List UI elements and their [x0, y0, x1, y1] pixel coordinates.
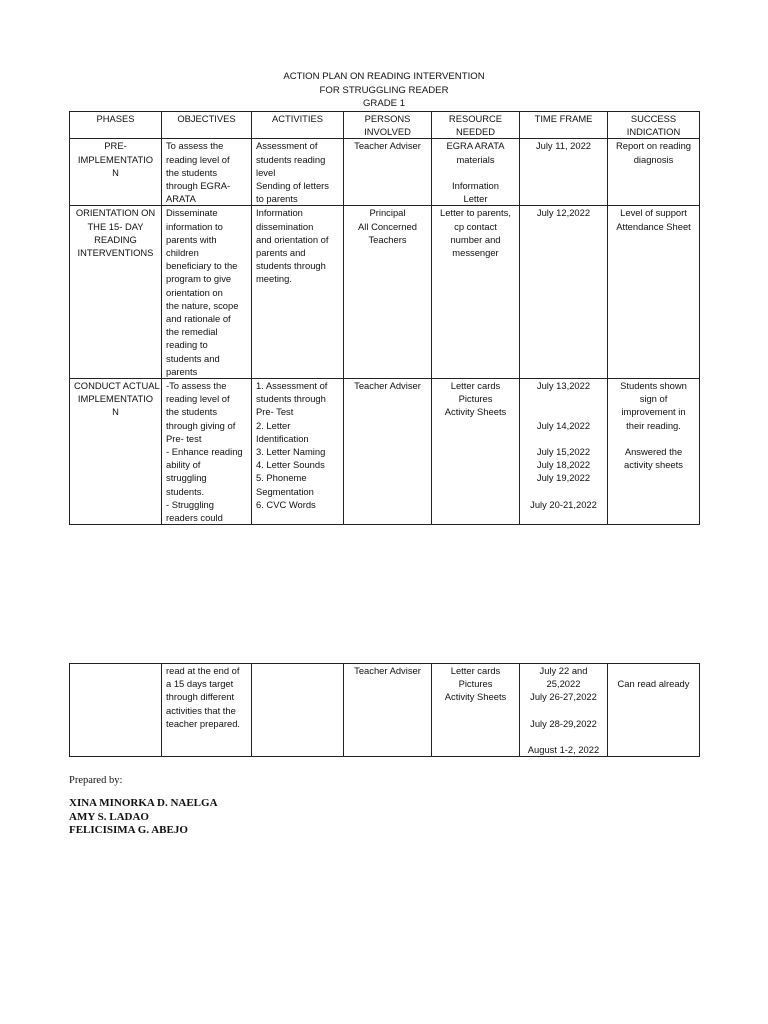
cell-line: sign of — [639, 393, 668, 405]
table-header-row — [70, 112, 700, 139]
cell-line: 2. Letter — [256, 419, 291, 431]
cell-line: activities that the — [166, 704, 236, 716]
cell-line: ORIENTATION ON — [75, 207, 156, 219]
cell-line: INDICATION — [626, 126, 681, 138]
cell-line: TIME FRAME — [534, 113, 593, 124]
cell-line: READING — [94, 233, 137, 245]
cell-resources — [432, 664, 520, 757]
cell-line: Letter cards — [450, 380, 501, 392]
cell-line: parents and — [256, 247, 306, 259]
cell-line: their reading. — [626, 419, 681, 431]
cell-line: July 11, 2022 — [535, 140, 592, 152]
cell-line: reading level of — [166, 393, 230, 405]
cell-line: activity sheets — [624, 459, 683, 471]
cell-line: students through — [256, 260, 326, 272]
cell-line: ability of — [166, 459, 201, 471]
column-header — [432, 112, 520, 139]
cell-line: INTERVENTIONS — [77, 247, 154, 259]
cell-line: 3. Letter Naming — [256, 446, 326, 458]
cell-line: July 19,2022 — [536, 472, 591, 484]
title-line-1: ACTION PLAN ON READING INTERVENTION — [283, 71, 485, 82]
cell-line: IMPLEMENTATIO — [77, 393, 154, 405]
cell-line: Activity Sheets — [444, 406, 507, 418]
cell-line: Letter to parents, — [440, 207, 511, 219]
column-header — [252, 112, 344, 139]
cell-line: number and — [450, 233, 501, 245]
cell-line — [524, 432, 603, 445]
cell-success — [608, 139, 700, 206]
cell-line: Activity Sheets — [444, 691, 507, 703]
cell-line: the remedial — [166, 326, 218, 338]
cell-timeframe — [520, 664, 608, 757]
cell-persons — [344, 379, 432, 525]
cell-line: teacher prepared. — [166, 717, 241, 729]
cell-phase — [70, 379, 162, 525]
cell-phase — [70, 664, 162, 757]
cell-line: Principal — [369, 207, 406, 219]
cell-line: Letter cards — [450, 665, 501, 676]
cell-line: readers could — [166, 512, 223, 524]
cell-line: parents — [166, 365, 198, 377]
cell-line: Teacher Adviser — [354, 665, 421, 676]
cell-success — [608, 379, 700, 525]
cell-line: 1. Assessment of — [256, 380, 328, 392]
cell-line — [524, 485, 603, 498]
cell-line: SUCCESS — [630, 113, 677, 124]
cell-line: N — [112, 406, 119, 418]
cell-line: information to — [166, 220, 223, 232]
cell-line: Assessment of — [256, 140, 318, 152]
cell-line: Answered the — [624, 446, 683, 458]
cell-line: Segmentation — [256, 485, 314, 497]
cell-line: Teacher Adviser — [354, 380, 421, 392]
cell-line: Can read already — [617, 678, 690, 690]
cell-line: Sending of letters — [256, 180, 329, 192]
cell-line: a 15 days target — [166, 678, 234, 690]
cell-line: Information — [256, 207, 303, 219]
cell-line: Identification — [256, 432, 309, 444]
cell-line: Pre- test — [166, 432, 202, 444]
cell-line: dissemination — [256, 220, 314, 232]
cell-line: Disseminate — [166, 207, 218, 219]
cell-activities — [252, 139, 344, 206]
cell-line: meeting. — [256, 273, 292, 285]
cell-line: orientation on — [166, 286, 223, 298]
cell-persons — [344, 139, 432, 206]
title-line-2: FOR STRUGGLING READER — [319, 84, 449, 96]
cell-line: 4. Letter Sounds — [256, 459, 325, 471]
cell-line: EGRA ARATA — [446, 140, 505, 152]
cell-line — [436, 166, 515, 179]
cell-line: Report on reading — [615, 140, 692, 152]
cell-line: struggling — [166, 472, 207, 484]
cell-line: IMPLEMENTATIO — [77, 153, 154, 165]
cell-line: program to give — [166, 273, 232, 285]
cell-line: the students — [166, 166, 218, 178]
cell-line: students. — [166, 485, 205, 497]
cell-phase — [70, 206, 162, 379]
cell-line: students and — [166, 352, 220, 364]
cell-line: Pictures — [458, 678, 493, 690]
cell-line: July 14,2022 — [536, 419, 591, 431]
document-title — [0, 70, 768, 111]
cell-line: ARATA — [166, 193, 196, 205]
cell-line: PHASES — [96, 113, 135, 124]
cell-timeframe — [520, 379, 608, 525]
signatory-name: FELICISIMA G. ABEJO — [69, 824, 188, 836]
cell-line: ACTIVITIES — [271, 113, 324, 124]
cell-line: Teacher Adviser — [354, 140, 421, 152]
column-header — [520, 112, 608, 139]
cell-line: reading to — [166, 339, 208, 351]
cell-line: NEEDED — [455, 126, 496, 138]
cell-line: August 1-2, 2022 — [527, 744, 600, 756]
cell-line: parents with — [166, 233, 217, 245]
cell-line: - Struggling — [166, 498, 214, 510]
cell-line: Students shown — [620, 380, 687, 392]
cell-line — [524, 405, 603, 418]
cell-line: level — [256, 166, 276, 178]
table-row — [70, 139, 700, 206]
prepared-by-label: Prepared by: — [69, 775, 123, 786]
table-row — [70, 206, 700, 379]
cell-line: reading level of — [166, 153, 230, 165]
cell-line: Pre- Test — [256, 406, 294, 418]
cell-line: July 28-29,2022 — [530, 717, 597, 729]
cell-line: 6. CVC Words — [256, 498, 316, 510]
cell-line: INVOLVED — [364, 126, 411, 138]
cell-line: 25,2022 — [546, 678, 581, 690]
cell-line: and rationale of — [166, 313, 231, 325]
table-row — [70, 664, 700, 757]
signatory-name: XINA MINORKA D. NAELGA — [69, 797, 218, 809]
cell-success — [608, 206, 700, 379]
cell-line — [524, 704, 603, 717]
cell-resources — [432, 139, 520, 206]
action-plan-table — [69, 111, 700, 525]
signatory-names — [69, 797, 218, 838]
cell-line: July 20-21,2022 — [530, 498, 597, 510]
cell-objectives — [162, 664, 252, 757]
cell-line: children — [166, 247, 199, 259]
cell-line: July 15,2022 — [536, 446, 591, 458]
cell-line: Pictures — [458, 393, 493, 405]
cell-line: the nature, scope — [166, 299, 239, 311]
cell-line: materials — [456, 153, 495, 165]
cell-line: CONDUCT ACTUAL — [74, 380, 160, 392]
cell-line: the students — [166, 406, 218, 418]
cell-line: PRE- — [104, 140, 127, 152]
cell-resources — [432, 379, 520, 525]
signatory-name: AMY S. LADAO — [69, 810, 149, 823]
cell-line: Level of support — [620, 207, 687, 219]
cell-timeframe — [520, 206, 608, 379]
cell-line: and orientation of — [256, 233, 329, 245]
cell-line: OBJECTIVES — [177, 113, 236, 124]
cell-line: read at the end of — [166, 665, 240, 676]
column-header — [70, 112, 162, 139]
cell-objectives — [162, 206, 252, 379]
cell-line: PERSONS — [364, 113, 411, 124]
cell-line: July 18,2022 — [536, 459, 591, 471]
cell-line: Information — [452, 180, 499, 191]
cell-line: through giving of — [166, 419, 236, 431]
cell-line: beneficiary to the — [166, 260, 238, 272]
cell-line: -To assess the — [166, 380, 227, 392]
cell-line: students reading — [256, 153, 326, 165]
cell-line — [612, 432, 695, 445]
cell-phase — [70, 139, 162, 206]
cell-success — [608, 664, 700, 757]
cell-objectives — [162, 139, 252, 206]
cell-line: students through — [256, 393, 326, 405]
column-header — [162, 112, 252, 139]
column-header — [344, 112, 432, 139]
cell-line: Attendance Sheet — [616, 220, 691, 232]
cell-line — [524, 392, 603, 405]
cell-line: July 13,2022 — [536, 380, 591, 392]
cell-line: To assess the — [166, 140, 224, 152]
cell-line: All Concerned — [358, 220, 417, 232]
cell-line: July 12,2022 — [536, 207, 591, 219]
cell-line: July 22 and — [539, 665, 588, 676]
action-plan-table-continued — [69, 663, 700, 757]
cell-timeframe — [520, 139, 608, 206]
cell-line: cp contact — [454, 220, 497, 232]
cell-activities — [252, 664, 344, 757]
cell-persons — [344, 664, 432, 757]
cell-line: THE 15- DAY — [87, 220, 144, 232]
cell-line — [524, 730, 603, 743]
cell-line: improvement in — [621, 406, 686, 418]
cell-line: through different — [166, 691, 235, 703]
cell-line: - Enhance reading — [166, 446, 243, 458]
cell-line — [612, 664, 695, 677]
cell-activities — [252, 379, 344, 525]
cell-activities — [252, 206, 344, 379]
cell-line: Teachers — [368, 233, 407, 245]
cell-line: 5. Phoneme — [256, 472, 307, 484]
cell-line: diagnosis — [633, 153, 674, 165]
cell-line: through EGRA- — [166, 180, 231, 192]
column-header — [608, 112, 700, 139]
title-line-3: GRADE 1 — [362, 98, 406, 109]
cell-line: messenger — [452, 247, 499, 259]
cell-resources — [432, 206, 520, 379]
cell-line: July 26-27,2022 — [530, 691, 597, 703]
cell-persons — [344, 206, 432, 379]
table-row — [70, 379, 700, 525]
cell-line: RESOURCE — [448, 113, 503, 124]
cell-objectives — [162, 379, 252, 525]
cell-line: N — [112, 166, 119, 178]
cell-line: Letter — [463, 193, 488, 205]
cell-line: to parents — [256, 193, 298, 205]
